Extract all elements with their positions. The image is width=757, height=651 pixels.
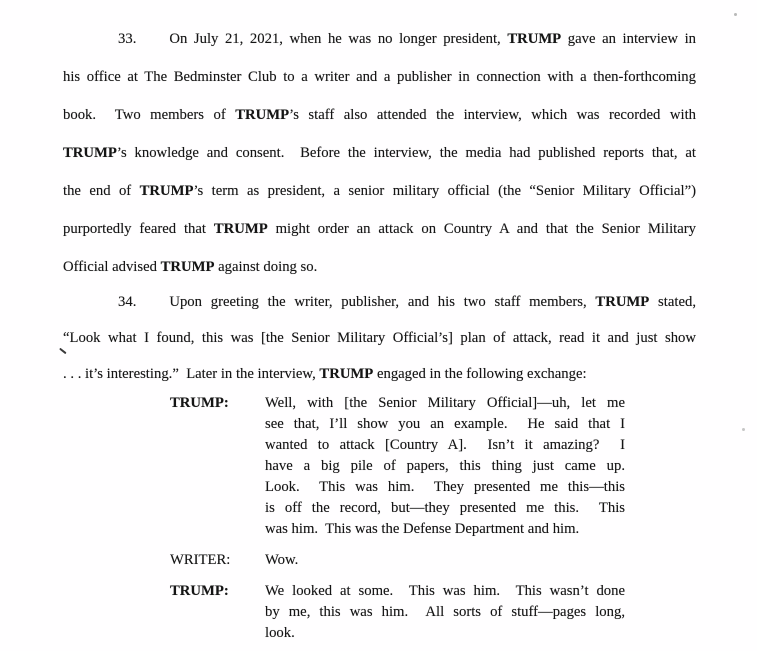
paragraph-33 [63, 20, 696, 286]
dialogue-row [170, 581, 625, 644]
text-segment: Wow. [265, 552, 299, 568]
speaker-label: TRUMP: [170, 395, 229, 411]
text-line [265, 477, 625, 498]
text-segment: Look. This was him. They presented me this—this [265, 479, 625, 495]
scan-artifact-speck [742, 428, 745, 431]
text-line [63, 284, 696, 320]
text-segment: purportedly feared that [63, 221, 214, 237]
text-segment: is off the record, but—they presented me this. This [265, 500, 625, 516]
text-line [265, 519, 625, 540]
text-segment: stated, [649, 294, 696, 310]
bold-text: TRUMP [595, 294, 650, 310]
text-line [63, 210, 696, 248]
text-line [265, 623, 625, 644]
text-segment: book. Two members of [63, 107, 236, 123]
text-line [63, 172, 696, 210]
text-segment: ’s term as president, a senior military official (the “Senior Military Official”) [193, 183, 696, 199]
text-line [265, 581, 625, 602]
text-line [63, 134, 696, 172]
speech-lines [265, 581, 625, 644]
text-line [265, 456, 625, 477]
text-segment: . . . it’s interesting.” Later in the interview, [63, 366, 320, 382]
dialogue-row [170, 393, 625, 540]
text-segment: Official advised [63, 259, 161, 275]
text-segment: against doing so. [214, 259, 318, 275]
text-segment: might order an attack on Country A and that the Senior Military [267, 221, 696, 237]
text-line [265, 602, 625, 623]
bold-text: TRUMP [139, 183, 194, 199]
text-segment: ’s knowledge and consent. Before the interview, the media had published reports that, at [116, 145, 696, 161]
bold-text: TRUMP [235, 107, 290, 123]
text-line [63, 20, 696, 58]
text-line [63, 320, 696, 356]
text-line [265, 550, 625, 571]
dialogue-row [170, 550, 625, 571]
speaker-label: TRUMP: [170, 583, 229, 599]
text-segment: by me, this was him. All sorts of stuff—pages long, [265, 604, 625, 620]
text-segment: 33. [118, 31, 137, 47]
speech-lines [265, 550, 625, 571]
bold-text: TRUMP [319, 366, 374, 382]
speech-lines [265, 393, 625, 540]
text-segment: “Look what I found, this was [the Senior Military Official’s] plan of attack, read it and just show [63, 330, 696, 346]
text-segment: the end of [63, 183, 140, 199]
text-line [63, 96, 696, 134]
text-line [265, 498, 625, 519]
bold-text: TRUMP [507, 31, 562, 47]
text-segment: engaged in the following exchange: [373, 366, 587, 382]
text-segment: look. [265, 625, 295, 641]
text-segment: have a big pile of papers, this thing just came up. [265, 458, 625, 474]
text-segment: Upon greeting the writer, publisher, and his two staff members, [169, 294, 596, 310]
paragraph-34 [63, 284, 696, 392]
text-segment: gave an interview in [561, 31, 696, 47]
document-body [63, 20, 696, 392]
text-segment: wanted to attack [Country A]. Isn’t it amazing? I [265, 437, 625, 453]
text-segment: 34. [118, 294, 137, 310]
text-line [63, 248, 696, 286]
dialogue-block [170, 393, 625, 644]
bold-text: TRUMP [213, 221, 268, 237]
text-line [265, 414, 625, 435]
text-segment: see that, I’ll show you an example. He said that I [265, 416, 625, 432]
text-segment: ’s staff also attended the interview, which was recorded with [289, 107, 696, 123]
text-segment: We looked at some. This was him. This wasn’t done [265, 583, 625, 599]
text-segment: his office at The Bedminster Club to a writer and a publisher in connection with a then-forthcoming [63, 69, 696, 85]
text-line [63, 356, 696, 392]
text-line [265, 435, 625, 456]
bold-text: TRUMP [63, 145, 117, 161]
text-segment: was him. This was the Defense Department and him. [265, 521, 580, 537]
text-line [265, 393, 625, 414]
scan-artifact-speck [734, 13, 737, 16]
text-segment: Well, with [the Senior Military Official]—uh, let me [265, 395, 625, 411]
text-line [63, 58, 696, 96]
speaker-label: WRITER: [170, 552, 231, 568]
text-segment: On July 21, 2021, when he was no longer president, [169, 31, 508, 47]
bold-text: TRUMP [160, 259, 215, 275]
